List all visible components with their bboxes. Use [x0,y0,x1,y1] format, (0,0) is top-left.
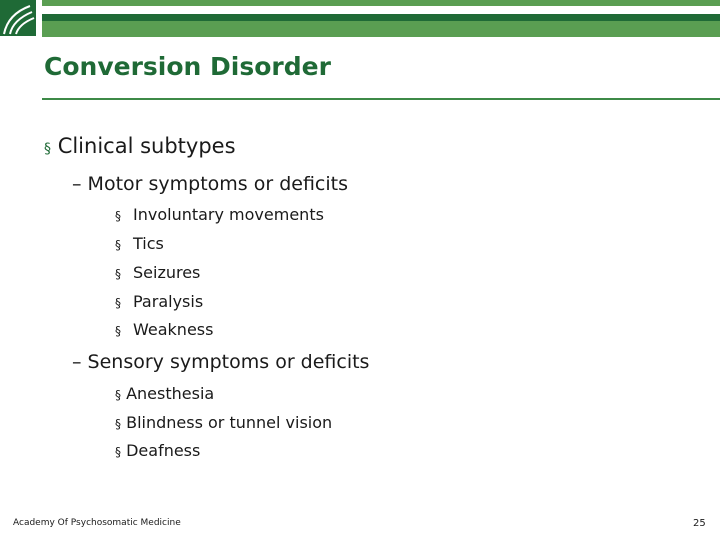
sub-bullet-sensory [72,351,369,373]
bullet-clinical-subtypes [44,134,236,158]
list-item [115,320,214,339]
square-bullet-icon: § [115,267,121,281]
header-stripe-bottom [42,21,720,37]
list-item-text: Tics [133,234,164,253]
footer-organization: Academy Of Psychosomatic Medicine [13,518,181,528]
square-bullet-icon: § [44,141,51,157]
square-bullet-icon: § [115,238,121,252]
slide-title: Conversion Disorder [44,52,331,81]
list-item-text: Involuntary movements [133,205,324,224]
list-item [115,234,164,253]
list-item [115,441,200,460]
list-item [115,205,324,224]
square-bullet-icon: § [115,388,121,402]
header-stripe-middle [42,14,720,21]
list-item [115,292,204,311]
list-item-text: Anesthesia [126,384,215,403]
square-bullet-icon: § [115,296,121,310]
list-item-text: Paralysis [133,292,204,311]
dash-icon: – [72,351,82,373]
logo-arcs-icon [0,0,36,36]
bullet-text: Clinical subtypes [57,134,236,158]
square-bullet-icon: § [115,209,121,223]
list-item-text: Deafness [126,441,201,460]
list-item-text: Seizures [133,263,201,282]
page-number: 25 [693,518,706,529]
logo-box [0,0,36,36]
title-rule [42,98,720,100]
list-item-text: Weakness [133,320,214,339]
sub-bullet-text: Sensory symptoms or deficits [87,351,370,373]
header-stripe-top [42,0,720,6]
sub-bullet-motor [72,173,348,195]
sub-bullet-text: Motor symptoms or deficits [87,173,348,195]
square-bullet-icon: § [115,324,121,338]
dash-icon: – [72,173,82,195]
square-bullet-icon: § [115,445,121,459]
list-item [115,413,332,432]
list-item [115,263,201,282]
list-item [115,384,214,403]
list-item-text: Blindness or tunnel vision [126,413,333,432]
square-bullet-icon: § [115,417,121,431]
